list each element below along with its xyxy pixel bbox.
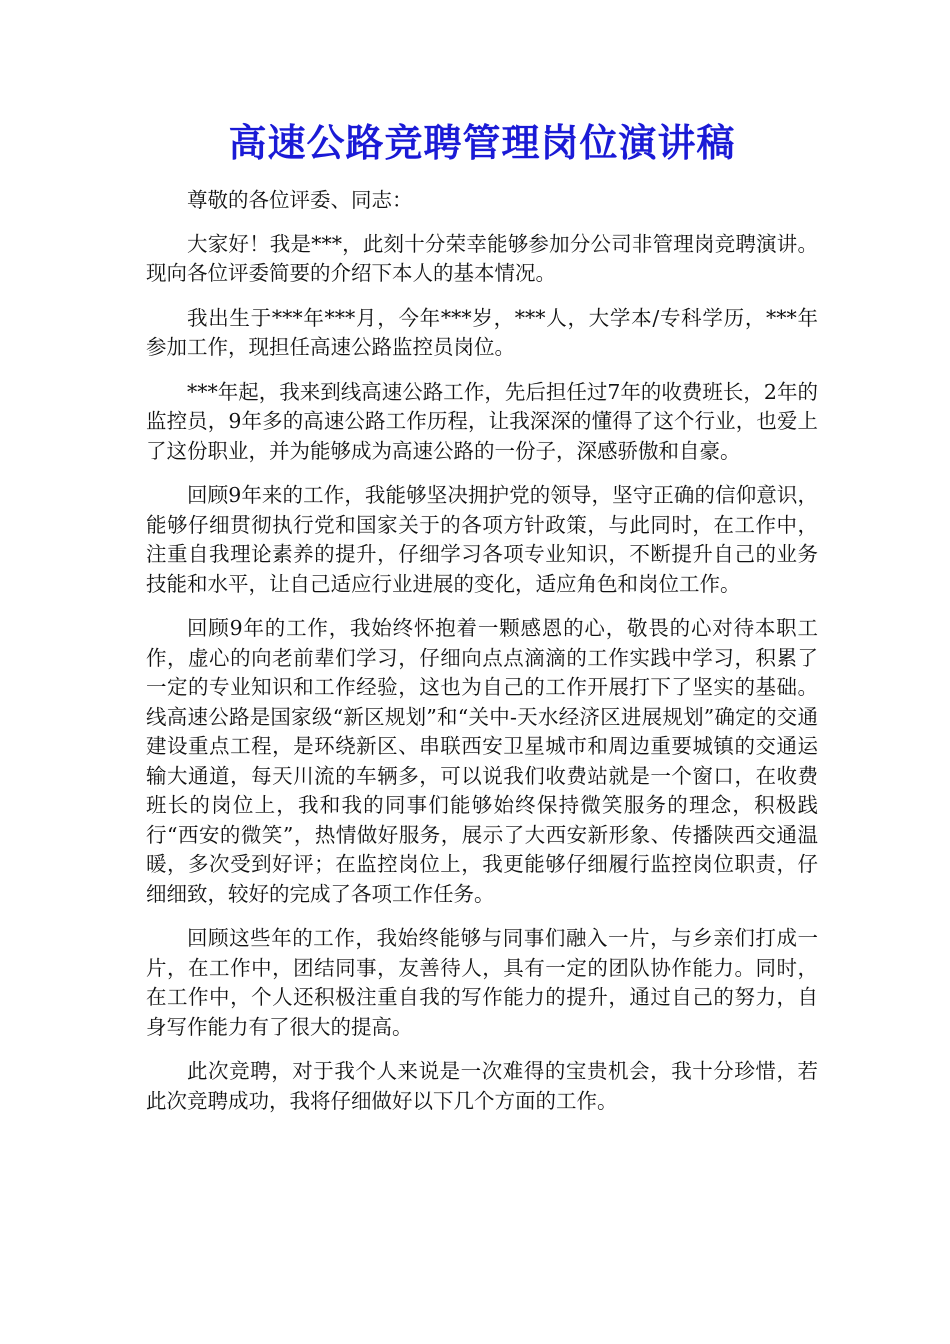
salutation: 尊敬的各位评委、同志： [187,188,413,212]
document-title: 高速公路竞聘管理岗位演讲稿 [228,120,736,165]
paragraph-5: 回顾9年的工作，我始终怀抱着一颗感恩的心，敬畏的心对待本职工作，虚心的向老前辈们学习，仔细向点点滴滴的工作实践中学习，积累了一定的专业知识和工作经验，这也为自己的工作开展打下了坚实的基础。线高速公路是国家级“新区规划”和“关中-天水经济区进展规划”确定的交通建设重点工程，是环绕新区、串联西安卫星城市和周边重要城镇的交通运输大通道，每天川流的车辆多，可以说我们收费站就是一个窗口，在收费班长的岗位上，我和我的同事们能够始终保持微笑服务的理念，积极践行“西安的微笑”，热情做好服务，展示了大西安新形象、传播陕西交通温暖，多次受到好评；在监控岗位上，我更能够仔细履行监控岗位职责，仔细细致，较好的完成了各项工作任务。 [146,616,818,906]
document-page [146,118,818,1131]
paragraph-3: ***年起，我来到线高速公路工作，先后担任过7年的收费班长，2年的监控员，9年多的高速公路工作历程，让我深深的懂得了这个行业，也爱上了这份职业，并为能够成为高速公路的一份子，深感骄傲和自豪。 [146,379,818,463]
paragraph-7: 此次竞聘，对于我个人来说是一次难得的宝贵机会，我十分珍惜，若此次竞聘成功，我将仔细做好以下几个方面的工作。 [146,1059,818,1113]
paragraph-2: 我出生于***年***月，今年***岁，***人，大学本/专科学历，***年参加工作，现担任高速公路监控员岗位。 [146,305,818,359]
paragraph-1: 大家好！我是***，此刻十分荣幸能够参加分公司非管理岗竞聘演讲。现向各位评委简要的介绍下本人的基本情况。 [146,231,818,285]
paragraph-6: 回顾这些年的工作，我始终能够与同事们融入一片，与乡亲们打成一片，在工作中，团结同事，友善待人，具有一定的团队协作能力。同时，在工作中，个人还积极注重自我的写作能力的提升，通过自己的努力，自身写作能力有了很大的提高。 [146,926,818,1039]
paragraph-4: 回顾9年来的工作，我能够坚决拥护党的领导，坚守正确的信仰意识，能够仔细贯彻执行党和国家关于的各项方针政策，与此同时，在工作中，注重自我理论素养的提升，仔细学习各项专业知识，不断提升自己的业务技能和水平，让自己适应行业进展的变化，适应角色和岗位工作。 [146,483,818,596]
